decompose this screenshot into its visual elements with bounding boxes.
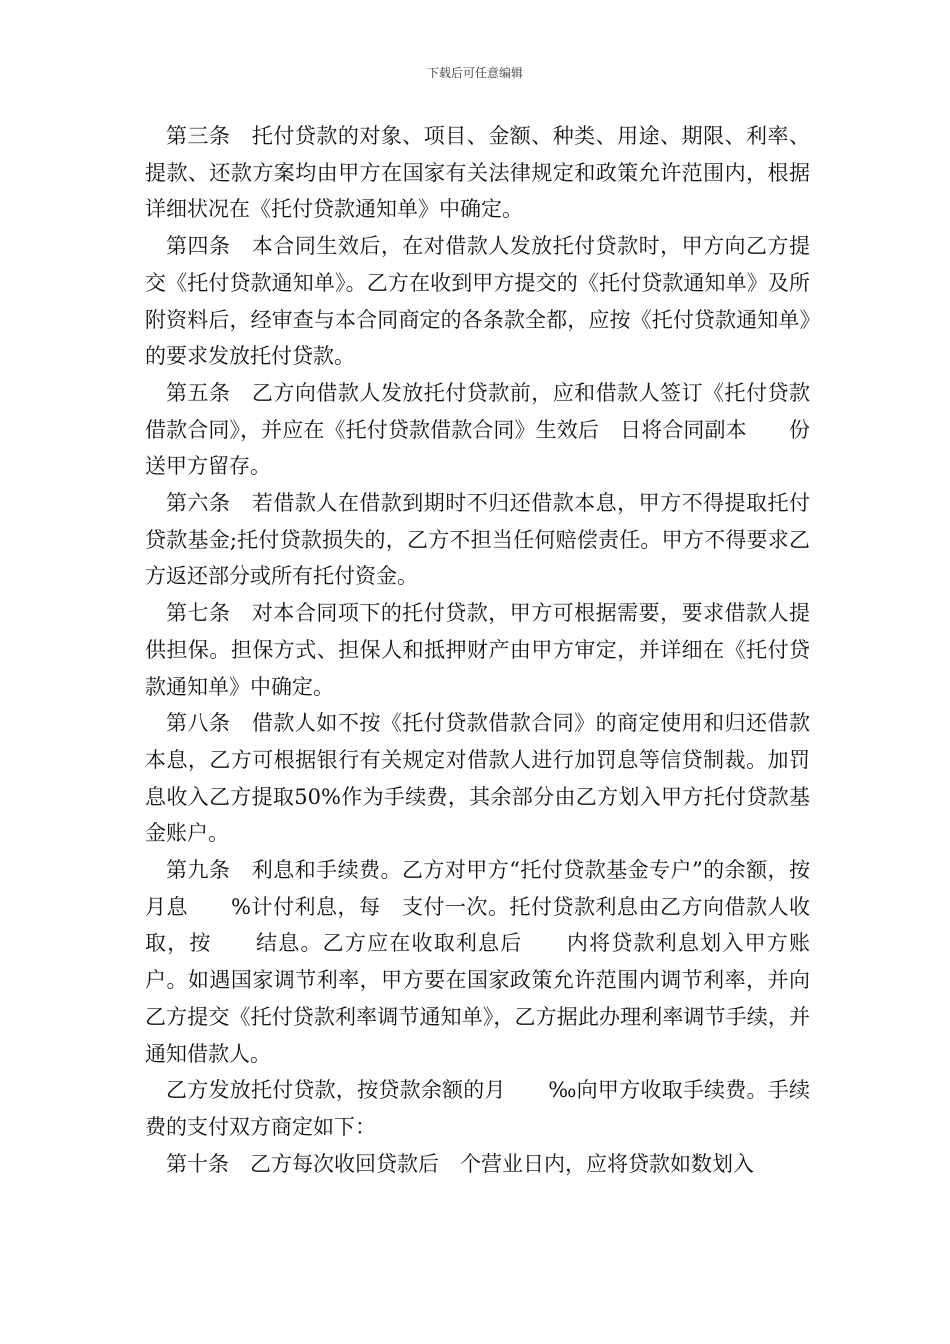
article-5: 第五条 乙方向借款人发放托付贷款前，应和借款人签订《托付贷款借款合同》，并应在《托付贷款借款合同》生效后 日将合同副本 份送甲方留存。 (145, 380, 810, 479)
article-6: 第六条 若借款人在借款到期时不归还借款本息，甲方不得提取托付贷款基金;托付贷款损失的，乙方不担当任何赔偿责任。甲方不得要求乙方返还部分或所有托付资金。 (145, 491, 810, 589)
header-note: 下载后可任意编辑 (426, 66, 523, 80)
article-10: 第十条 乙方每次收回贷款后 个营业日内，应将贷款如数划入 (166, 1151, 754, 1176)
article-7: 第七条 对本合同项下的托付贷款，甲方可根据需要，要求借款人提供担保。担保方式、担保人和抵押财产由甲方审定，并详细在《托付贷款通知单》中确定。 (145, 601, 810, 699)
article-4: 第四条 本合同生效后，在对借款人发放托付贷款时，甲方向乙方提交《托付贷款通知单》。乙方在收到甲方提交的《托付贷款通知单》及所附资料后，经审查与本合同商定的各条款全都，应按《托付贷款通知单》的要求发放托付贷款。 (145, 234, 810, 369)
contract-body (145, 118, 810, 1182)
article-3: 第三条 托付贷款的对象、项目、金额、种类、用途、期限、利率、提款、还款方案均由甲方在国家有关法律规定和政策允许范围内，根据详细状况在《托付贷款通知单》中确定。 (145, 124, 810, 222)
fee-paragraph: 乙方发放托付贷款，按贷款余额的月 ‰向甲方收取手续费。手续费的支付双方商定如下： (145, 1078, 810, 1139)
article-9: 第九条 利息和手续费。乙方对甲方“托付贷款基金专户”的余额，按月息 %计付利息，每 支付一次。托付贷款利息由乙方向借款人收取，按 结息。乙方应在收取利息后 内将贷款利息划入甲方账户。如遇国家调节利率，甲方要在国家政策允许范围内调节利率，并向乙方提交《托付贷款利率调节通知单》，乙方据此办理利率调节手续，并通知借款人。 (145, 858, 810, 1066)
article-8: 第八条 借款人如不按《托付贷款借款合同》的商定使用和归还借款本息，乙方可根据银行有关规定对借款人进行加罚息等信贷制裁。加罚息收入乙方提取50%作为手续费，其余部分由乙方划入甲方托付贷款基金账户。 (145, 711, 810, 846)
